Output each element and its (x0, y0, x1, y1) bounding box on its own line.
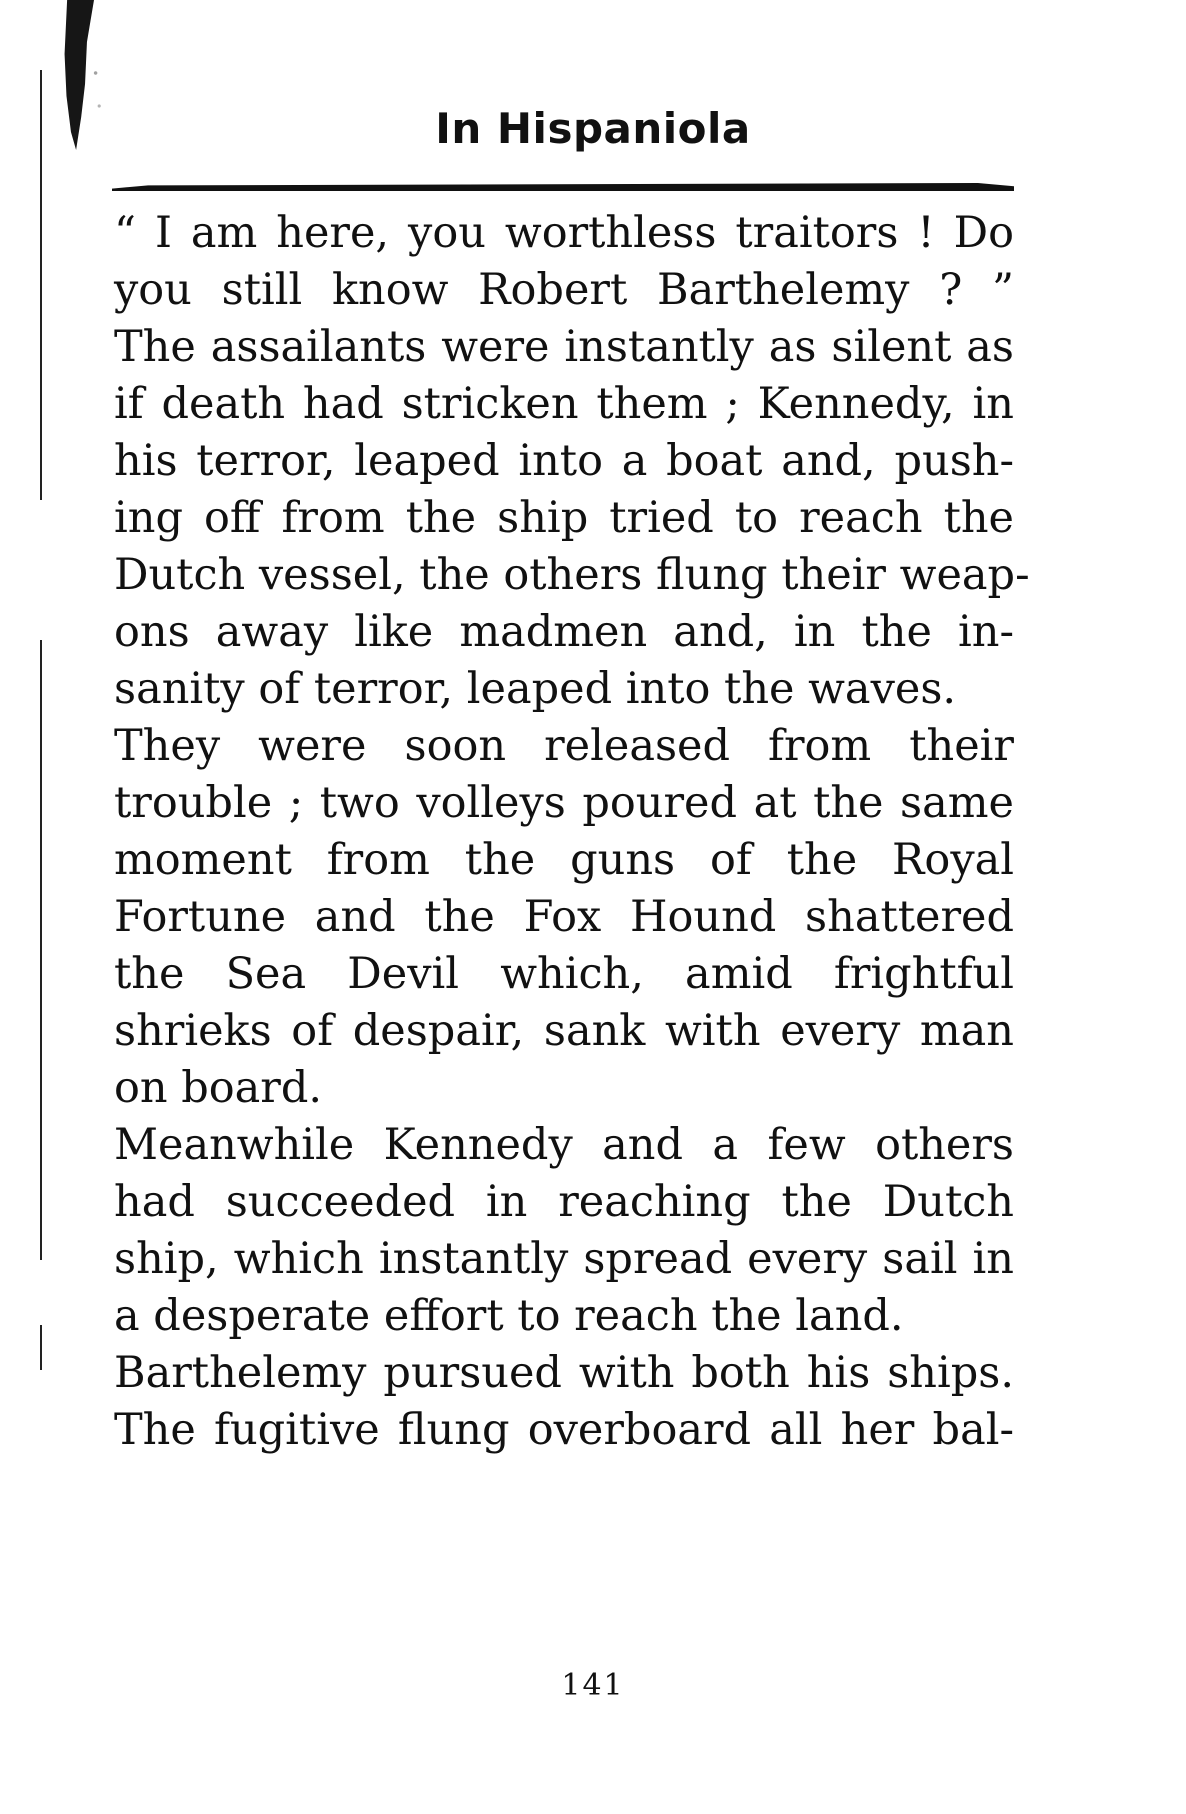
text-line: had succeeded in reaching the Dutch (114, 1177, 1014, 1227)
text-line: if death had stricken them ; Kennedy, in (114, 379, 1014, 429)
text-line: ship, which instantly spread every sail in (114, 1234, 1014, 1284)
header-rule (112, 183, 1014, 191)
text-line: you still know Robert Barthelemy ? ” (114, 265, 1014, 315)
text-line: sanity of terror, leaped into the waves. (114, 664, 957, 714)
text-line: moment from the guns of the Royal (114, 835, 1014, 885)
text-line: Barthelemy pursued with both his ships. (114, 1348, 1014, 1398)
text-line: Dutch vessel, the others flung their weap- (114, 550, 1030, 600)
text-line: a desperate effort to reach the land. (114, 1291, 904, 1341)
text-line: The assailants were instantly as silent as (114, 322, 1014, 372)
text-line: the Sea Devil which, amid frightful (114, 949, 1014, 999)
page-edge-line (40, 1325, 42, 1370)
page-edge-line (40, 640, 42, 1260)
text-line: They were soon released from their (114, 721, 1014, 771)
text-line: his terror, leaped into a boat and, push- (114, 436, 1014, 486)
text-line: The fugitive flung overboard all her bal- (114, 1405, 1014, 1455)
text-line: ing off from the ship tried to reach the (114, 493, 1014, 543)
text-line: on board. (114, 1063, 323, 1113)
page-number: 141 (561, 1668, 625, 1703)
text-line: trouble ; two volleys poured at the same (114, 778, 1014, 828)
running-title: In Hispaniola (435, 104, 751, 153)
text-line: Meanwhile Kennedy and a few others (114, 1120, 1014, 1170)
text-line: Fortune and the Fox Hound shattered (114, 892, 1014, 942)
text-line: “ I am here, you worthless traitors ! Do (114, 208, 1014, 258)
text-line: shrieks of despair, sank with every man (114, 1006, 1014, 1056)
text-line: ons away like madmen and, in the in- (114, 607, 1014, 657)
